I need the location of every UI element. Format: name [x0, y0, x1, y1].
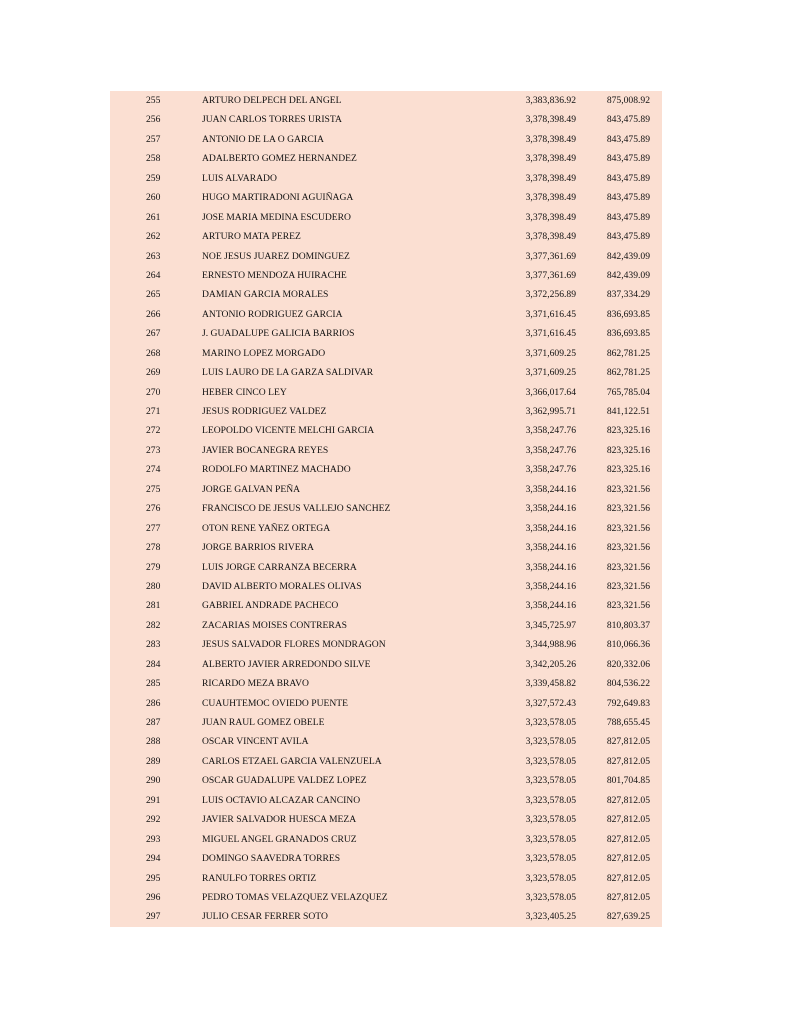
row-name: JESUS SALVADOR FLORES MONDRAGON — [202, 639, 386, 651]
table-row — [110, 616, 662, 635]
row-amount-1: 3,378,398.49 — [525, 114, 576, 126]
table-row — [110, 305, 662, 324]
table-row — [110, 91, 662, 110]
row-number: 283 — [146, 639, 161, 651]
row-number: 288 — [146, 736, 161, 748]
row-name: OTON RENE YAÑEZ ORTEGA — [202, 522, 331, 534]
row-amount-1: 3,327,572.43 — [525, 697, 576, 709]
row-amount-2: 823,321.56 — [606, 542, 650, 554]
row-number: 260 — [146, 192, 161, 204]
row-number: 261 — [146, 211, 161, 223]
table-row — [110, 752, 662, 771]
row-amount-1: 3,345,725.97 — [525, 619, 576, 631]
row-amount-1: 3,378,398.49 — [525, 211, 576, 223]
row-number: 258 — [146, 153, 161, 165]
row-name: RICARDO MEZA BRAVO — [202, 678, 309, 690]
row-number: 282 — [146, 619, 161, 631]
row-number: 269 — [146, 367, 161, 379]
row-amount-2: 810,803.37 — [606, 619, 650, 631]
row-amount-1: 3,358,247.76 — [525, 425, 576, 437]
row-amount-1: 3,377,361.69 — [525, 269, 576, 281]
row-number: 280 — [146, 580, 161, 592]
row-name: J. GUADALUPE GALICIA BARRIOS — [202, 328, 355, 340]
row-name: RANULFO TORRES ORTIZ — [202, 872, 317, 884]
table-row — [110, 596, 662, 615]
row-amount-2: 788,655.45 — [606, 717, 650, 728]
row-number: 273 — [146, 444, 161, 456]
row-amount-1: 3,323,578.05 — [525, 814, 576, 826]
row-amount-2: 827,812.05 — [606, 872, 650, 884]
row-number: 287 — [146, 717, 161, 728]
row-amount-1: 3,339,458.82 — [525, 678, 576, 690]
table-row — [110, 169, 662, 188]
row-name: LEOPOLDO VICENTE MELCHI GARCIA — [202, 425, 375, 437]
row-number: 294 — [146, 853, 161, 865]
row-amount-2: 827,812.05 — [606, 814, 650, 826]
row-amount-2: 836,693.85 — [606, 308, 650, 320]
row-number: 266 — [146, 308, 161, 320]
row-number: 297 — [146, 911, 161, 923]
row-name: LUIS OCTAVIO ALCAZAR CANCINO — [202, 794, 361, 806]
table-row — [110, 635, 662, 654]
table-row — [110, 344, 662, 363]
row-name: DOMINGO SAAVEDRA TORRES — [202, 853, 341, 865]
row-amount-1: 3,371,616.45 — [525, 328, 576, 340]
table-row — [110, 363, 662, 382]
row-amount-1: 3,378,398.49 — [525, 172, 576, 184]
table-row — [110, 383, 662, 402]
row-name: JORGE BARRIOS RIVERA — [202, 542, 314, 554]
row-name: ALBERTO JAVIER ARREDONDO SILVE — [202, 658, 371, 670]
row-number: 289 — [146, 755, 161, 767]
table-row — [110, 655, 662, 674]
row-amount-2: 827,639.25 — [606, 911, 650, 923]
row-name: MIGUEL ANGEL GRANADOS CRUZ — [202, 833, 357, 845]
row-name: RODOLFO MARTINEZ MACHADO — [202, 464, 351, 476]
table-row — [110, 810, 662, 829]
row-amount-1: 3,342,205.26 — [525, 658, 576, 670]
table-row — [110, 771, 662, 790]
row-amount-1: 3,358,244.16 — [525, 600, 576, 612]
row-name: JESUS RODRIGUEZ VALDEZ — [202, 406, 327, 417]
row-name: JAVIER SALVADOR HUESCA MEZA — [202, 814, 357, 826]
row-name: DAVID ALBERTO MORALES OLIVAS — [202, 580, 362, 592]
row-amount-1: 3,371,609.25 — [525, 367, 576, 379]
row-name: JOSE MARIA MEDINA ESCUDERO — [202, 211, 351, 223]
row-number: 274 — [146, 464, 161, 476]
table-row — [110, 460, 662, 479]
row-name: ZACARIAS MOISES CONTRERAS — [202, 619, 347, 631]
row-amount-1: 3,344,988.96 — [525, 639, 576, 651]
row-amount-1: 3,358,244.16 — [525, 580, 576, 592]
row-amount-1: 3,323,578.05 — [525, 872, 576, 884]
row-number: 290 — [146, 775, 161, 787]
row-amount-2: 875,008.92 — [606, 95, 650, 106]
row-amount-1: 3,358,244.16 — [525, 522, 576, 534]
table-row — [110, 285, 662, 304]
table-row — [110, 441, 662, 460]
row-name: CUAUHTEMOC OVIEDO PUENTE — [202, 697, 349, 709]
row-amount-1: 3,323,578.05 — [525, 833, 576, 845]
row-name: ARTURO MATA PEREZ — [202, 231, 301, 243]
row-amount-2: 823,321.56 — [606, 522, 650, 534]
row-amount-1: 3,378,398.49 — [525, 133, 576, 145]
row-amount-1: 3,358,244.16 — [525, 503, 576, 515]
table-row — [110, 869, 662, 888]
row-name: PEDRO TOMAS VELAZQUEZ VELAZQUEZ — [202, 891, 388, 903]
row-name: LUIS LAURO DE LA GARZA SALDIVAR — [202, 367, 374, 379]
row-number: 296 — [146, 891, 161, 903]
table-row — [110, 791, 662, 810]
table-row — [110, 149, 662, 168]
row-name: GABRIEL ANDRADE PACHECO — [202, 600, 339, 612]
table-row — [110, 732, 662, 751]
table-row — [110, 110, 662, 129]
row-amount-1: 3,323,578.05 — [525, 717, 576, 728]
table-row — [110, 208, 662, 227]
row-amount-2: 820,332.06 — [606, 658, 650, 670]
table-row — [110, 499, 662, 518]
row-name: HEBER CINCO LEY — [202, 386, 287, 398]
row-number: 293 — [146, 833, 161, 845]
table-row — [110, 188, 662, 207]
row-amount-1: 3,366,017.64 — [525, 386, 576, 398]
row-amount-2: 827,812.05 — [606, 755, 650, 767]
row-amount-2: 823,321.56 — [606, 483, 650, 495]
row-name: ERNESTO MENDOZA HUIRACHE — [202, 269, 347, 281]
row-amount-2: 823,321.56 — [606, 600, 650, 612]
row-amount-2: 827,812.05 — [606, 794, 650, 806]
row-amount-2: 823,325.16 — [606, 464, 650, 476]
row-number: 285 — [146, 678, 161, 690]
row-name: NOE JESUS JUAREZ DOMINGUEZ — [202, 250, 350, 262]
table-row — [110, 830, 662, 849]
row-amount-2: 792,649.83 — [606, 697, 650, 709]
row-name: JORGE GALVAN PEÑA — [202, 483, 301, 495]
row-amount-1: 3,371,609.25 — [525, 347, 576, 359]
row-amount-1: 3,323,405.25 — [525, 911, 576, 923]
row-number: 284 — [146, 658, 161, 670]
row-name: HUGO MARTIRADONI AGUIÑAGA — [202, 192, 354, 204]
row-name: JAVIER BOCANEGRA REYES — [202, 444, 329, 456]
table-row — [110, 402, 662, 421]
row-number: 276 — [146, 503, 161, 515]
row-name: OSCAR VINCENT AVILA — [202, 736, 309, 748]
row-amount-2: 837,334.29 — [606, 289, 650, 301]
row-number: 272 — [146, 425, 161, 437]
row-amount-1: 3,323,578.05 — [525, 736, 576, 748]
row-amount-2: 765,785.04 — [606, 386, 650, 398]
row-amount-2: 862,781.25 — [606, 367, 650, 379]
row-amount-2: 843,475.89 — [606, 114, 650, 126]
table-row — [110, 558, 662, 577]
salary-table — [110, 91, 662, 927]
row-number: 291 — [146, 794, 161, 806]
table-row — [110, 577, 662, 596]
row-name: ADALBERTO GOMEZ HERNANDEZ — [202, 153, 357, 165]
table-row — [110, 713, 662, 732]
table-row — [110, 888, 662, 907]
table-row — [110, 130, 662, 149]
row-number: 263 — [146, 250, 161, 262]
row-number: 295 — [146, 872, 161, 884]
row-number: 256 — [146, 114, 161, 126]
row-amount-2: 843,475.89 — [606, 192, 650, 204]
row-amount-1: 3,378,398.49 — [525, 192, 576, 204]
row-number: 268 — [146, 347, 161, 359]
row-amount-2: 862,781.25 — [606, 347, 650, 359]
row-amount-1: 3,358,244.16 — [525, 483, 576, 495]
row-amount-2: 810,066.36 — [606, 639, 650, 651]
row-amount-1: 3,323,578.05 — [525, 853, 576, 865]
row-amount-2: 843,475.89 — [606, 153, 650, 165]
table-row — [110, 849, 662, 868]
table-row — [110, 324, 662, 343]
row-name: JULIO CESAR FERRER SOTO — [202, 911, 328, 923]
row-number: 257 — [146, 133, 161, 145]
row-amount-2: 843,475.89 — [606, 133, 650, 145]
row-amount-1: 3,377,361.69 — [525, 250, 576, 262]
row-number: 286 — [146, 697, 161, 709]
row-name: LUIS JORGE CARRANZA BECERRA — [202, 561, 357, 573]
row-amount-1: 3,358,244.16 — [525, 542, 576, 554]
row-amount-1: 3,358,247.76 — [525, 464, 576, 476]
row-number: 255 — [146, 95, 161, 106]
row-amount-2: 801,704.85 — [606, 775, 650, 787]
row-name: ANTONIO RODRIGUEZ GARCIA — [202, 308, 343, 320]
row-number: 267 — [146, 328, 161, 340]
row-amount-2: 823,321.56 — [606, 503, 650, 515]
row-number: 281 — [146, 600, 161, 612]
row-amount-2: 823,321.56 — [606, 580, 650, 592]
row-amount-2: 827,812.05 — [606, 736, 650, 748]
row-amount-1: 3,378,398.49 — [525, 231, 576, 243]
row-amount-2: 823,325.16 — [606, 444, 650, 456]
row-amount-2: 843,475.89 — [606, 231, 650, 243]
table-row — [110, 480, 662, 499]
row-number: 259 — [146, 172, 161, 184]
row-number: 275 — [146, 483, 161, 495]
row-number: 262 — [146, 231, 161, 243]
row-number: 279 — [146, 561, 161, 573]
table-row — [110, 227, 662, 246]
row-number: 278 — [146, 542, 161, 554]
row-amount-1: 3,378,398.49 — [525, 153, 576, 165]
row-amount-2: 827,812.05 — [606, 853, 650, 865]
row-amount-1: 3,323,578.05 — [525, 775, 576, 787]
row-amount-1: 3,323,578.05 — [525, 755, 576, 767]
table-row — [110, 907, 662, 926]
row-amount-2: 823,325.16 — [606, 425, 650, 437]
row-number: 270 — [146, 386, 161, 398]
row-amount-1: 3,371,616.45 — [525, 308, 576, 320]
table-row — [110, 694, 662, 713]
row-amount-2: 823,321.56 — [606, 561, 650, 573]
table-row — [110, 266, 662, 285]
row-amount-1: 3,362,995.71 — [525, 406, 576, 417]
row-name: DAMIAN GARCIA MORALES — [202, 289, 329, 301]
row-amount-2: 841,122.51 — [606, 406, 650, 417]
row-amount-2: 842,439.09 — [606, 250, 650, 262]
row-amount-1: 3,372,256.89 — [525, 289, 576, 301]
table-row — [110, 421, 662, 440]
row-amount-1: 3,323,578.05 — [525, 794, 576, 806]
row-amount-2: 842,439.09 — [606, 269, 650, 281]
table-row — [110, 674, 662, 693]
row-name: MARINO LOPEZ MORGADO — [202, 347, 326, 359]
row-amount-1: 3,358,244.16 — [525, 561, 576, 573]
row-amount-2: 836,693.85 — [606, 328, 650, 340]
row-amount-1: 3,383,836.92 — [525, 95, 576, 106]
row-amount-2: 827,812.05 — [606, 891, 650, 903]
row-number: 264 — [146, 269, 161, 281]
row-amount-2: 843,475.89 — [606, 172, 650, 184]
row-amount-1: 3,323,578.05 — [525, 891, 576, 903]
table-row — [110, 519, 662, 538]
row-amount-2: 827,812.05 — [606, 833, 650, 845]
row-number: 271 — [146, 406, 161, 417]
table-row — [110, 247, 662, 266]
table-row — [110, 538, 662, 557]
row-name: ANTONIO DE LA O GARCIA — [202, 133, 324, 145]
row-name: JUAN CARLOS TORRES URISTA — [202, 114, 342, 126]
row-amount-2: 843,475.89 — [606, 211, 650, 223]
row-number: 265 — [146, 289, 161, 301]
row-number: 277 — [146, 522, 161, 534]
row-number: 292 — [146, 814, 161, 826]
row-amount-2: 804,536.22 — [606, 678, 650, 690]
row-name: CARLOS ETZAEL GARCIA VALENZUELA — [202, 755, 382, 767]
row-name: JUAN RAUL GOMEZ OBELE — [202, 717, 325, 728]
row-amount-1: 3,358,247.76 — [525, 444, 576, 456]
row-name: LUIS ALVARADO — [202, 172, 277, 184]
row-name: OSCAR GUADALUPE VALDEZ LOPEZ — [202, 775, 367, 787]
row-name: ARTURO DELPECH DEL ANGEL — [202, 95, 342, 106]
row-name: FRANCISCO DE JESUS VALLEJO SANCHEZ — [202, 503, 391, 515]
